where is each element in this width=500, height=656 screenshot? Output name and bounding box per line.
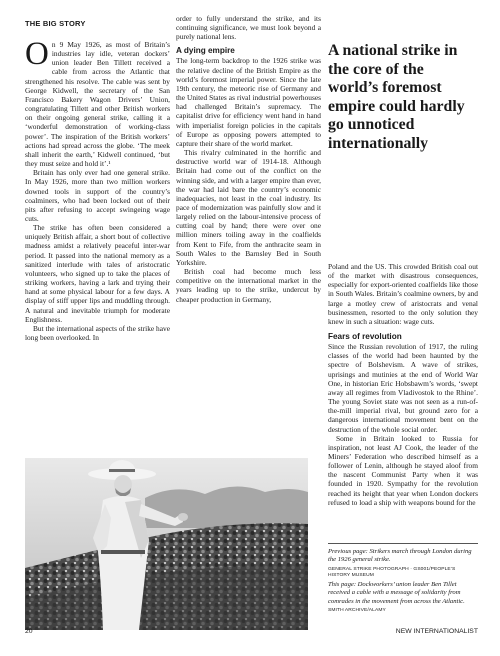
paragraph: This rivalry culminated in the horrific and destructive world war of 1914-18. Although Britain had come out of the conflict on the winning side, and with a larger empire than ever, the war had laid bare the country’s economic inadequacies, not least in the coal industry. Its pace of modernization was painfully slow and it largely relied on the labour-intensive process of cutting coal by hand; there were over one million miners toiling away in the coalfields from Kent to Fife, from the anthracite seam in South Wales to the Barnsley Bed in South Yorkshire. [176, 148, 321, 267]
photo-credit: GENERAL STRIKE PHOTOGRAPH · GS001/PEOPLE’S HISTORY MUSEUM [328, 566, 456, 579]
paragraph: Since the Russian revolution of 1917, the ruling classes of the world had been haunted by the spectre of Bolshevism. A wave of strikes, uprisings and mutinies at the end of World War One, in historian Eric Hobsbawm’s words, ‘swept away all regimes from Vladivostok to the Rhine’. The young Soviet state was not seen as a run-of-the-mill imperial rival, but ground zero for a dangerous international movement bent on the destruction of the whole social order. [328, 342, 478, 434]
article-column-1 [25, 36, 170, 342]
magazine-name: NEW INTERNATIONALIST [395, 628, 478, 635]
subheading-fears-of-revolution: Fears of revolution [328, 332, 402, 342]
opening-paragraph [25, 36, 170, 169]
paragraph: Britain has only ever had one general strike. In May 1926, more than two million workers downed tools in support of the country’s coalminers, who had been locked out of their pits after refusing to accept swingeing wage cuts. [25, 168, 170, 223]
caption-previous-page [328, 548, 478, 579]
photo-credit: SMITH ARCHIVE/ALAMY [328, 608, 386, 614]
paragraph: Some in Britain looked to Russia for inspiration, not least AJ Cook, the leader of the Miners’ Federation who described himself as a follower of Lenin, although he stayed aloof from the nascent Communist Party when it was founded in 1920. Sympathy for the revolution reached its height that year when London dockers refused to load a ship with weapons bound for the [328, 433, 478, 507]
paragraph: The long-term backdrop to the 1926 strike was the relative decline of the British Empire as the world’s foremost imperial power. Since the late 19th century, the meteoric rise of Germany and the United States as rival industrial powerhouses had challenged Britain’s supremacy. The capitalist drive for efficiency went hand in hand with imperialist foreign policies in the capitals of Europe as opposing powers attempted to capture their share of the world market. [176, 56, 321, 148]
caption-this-page [328, 581, 478, 614]
caption-rule [328, 543, 478, 544]
photo-ben-tillett-addressing-crowd [25, 458, 308, 630]
paragraph: Poland and the US. This crowded British coal out of the market with disastrous consequences, especially for export-oriented coalfields like those in South Wales. Britain’s coalmine owners, by and large a motley crew of aristocrats and venal businessmen, resorted to the only solution they knew in such a situation: wage cuts. [328, 262, 478, 326]
caption-text: Previous page: Strikers march through London during the 1926 general strike. [328, 548, 472, 564]
article-column-2 [176, 14, 321, 304]
article-column-3 [328, 262, 478, 507]
paragraph: The strike has often been considered a uniquely British affair, a short bout of collective madness amidst a relatively peaceful inter-war period. It passed into the national memory as a sanitized interlude with tales of aristocratic volunteers, who signed up to take the places of striking workers, having a lark and trying their hand at some physical labour for a few days. A display of stiff upper lips and muddling through. A natural and inevitable triumph for moderate Englishness. [25, 223, 170, 324]
subheading-dying-empire: A dying empire [176, 46, 235, 56]
paragraph: But the international aspects of the strike have long been overlooked. In [25, 323, 170, 342]
paragraph: British coal had become much less competitive on the international market in the years leading up to the strike, undercut by cheaper production in Germany, [176, 267, 321, 304]
drop-cap: O [25, 36, 49, 72]
page-number: 20 [25, 628, 33, 635]
paragraph: order to fully understand the strike, and its continuing significance, we must look beyond a purely national lens. [176, 14, 321, 42]
section-kicker: THE BIG STORY [25, 19, 86, 28]
paragraph-text: n 9 May 1926, as most of Britain’s industries lay idle, veteran dockers’ union leader Ben Tillett received a cable from across the Atlantic that strengthened his resolve. The cable was sent by George Kidwell, the secretary of the San Francisco Bakery Wagon Drivers’ Union, congratulating Tillett and other British workers on their ongoing general strike, calling it a ‘wonderful demonstration of working-class power’. The inspiration of the British workers’ actions had spread across the globe. ‘The meek shall inherit the earth,’ Kidwell continued, ‘but they must seize and hold it’.¹ [25, 40, 170, 169]
pull-quote: A national strike in the core of the world’s foremost empire could hardly go unnoticed internationally [328, 42, 465, 152]
caption-text: This page: Dockworkers’ union leader Ben Tillet received a cable with a message of solidarity from comrades in the movement from across the Atlantic. [328, 581, 465, 605]
